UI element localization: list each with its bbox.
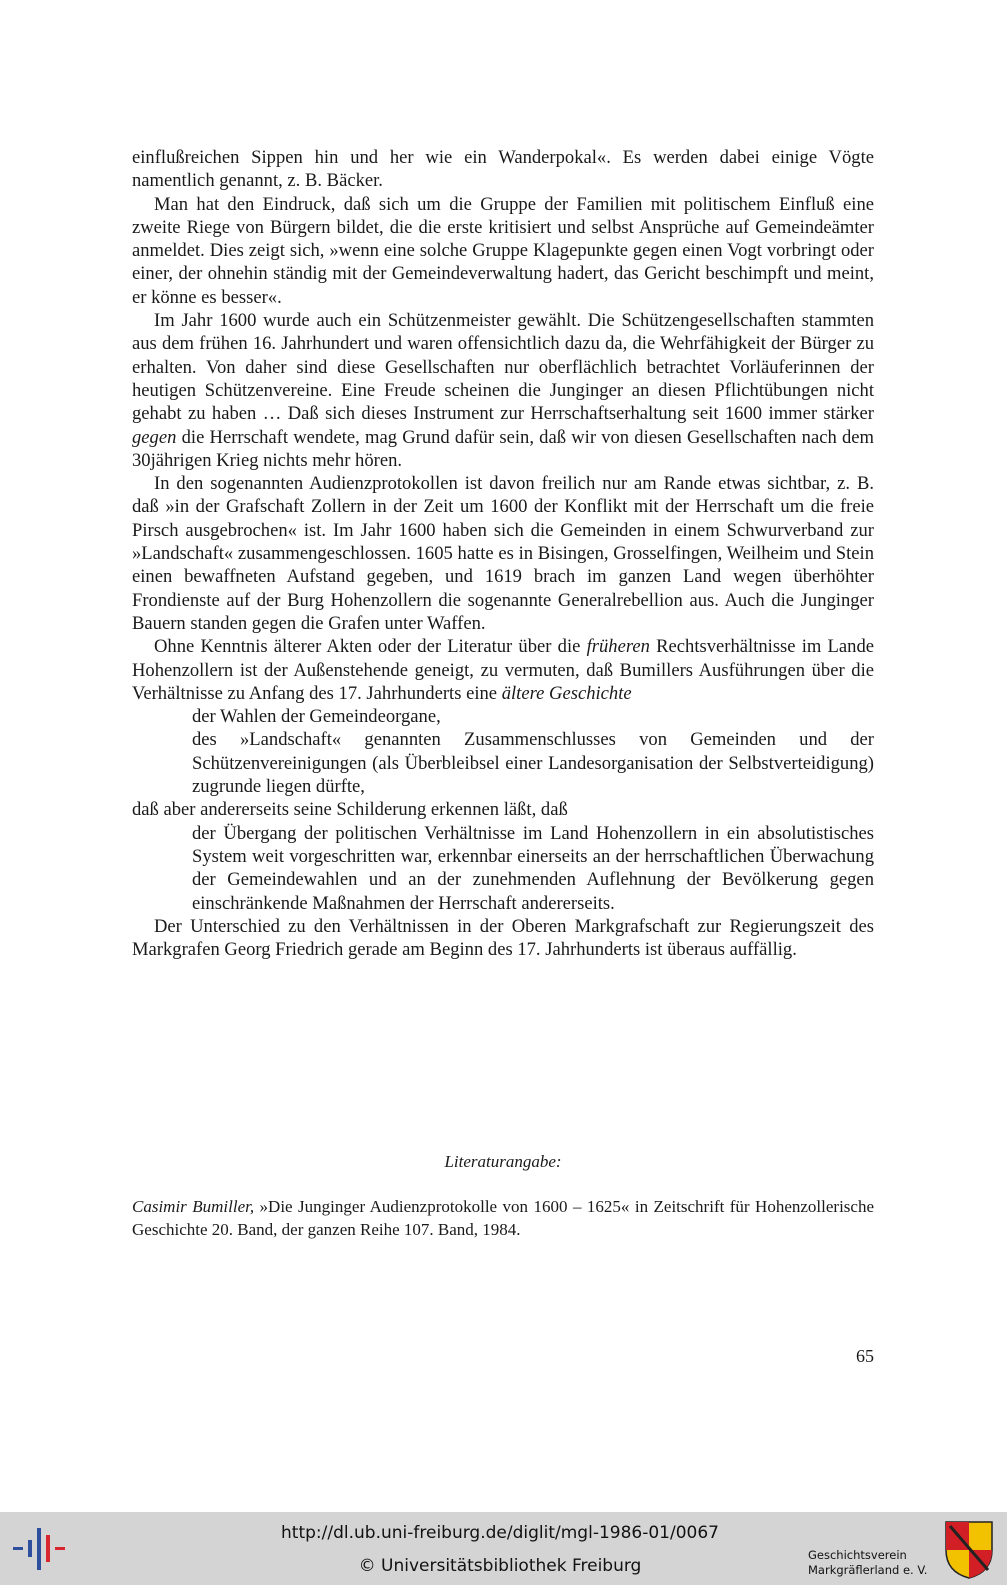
society-name-line: Geschichtsverein [808,1548,907,1562]
page-body [132,146,874,961]
literature-heading: Literaturangabe: [444,1152,562,1171]
paragraph: In den sogenannten Audienzprotokollen ist davon freilich nur am Rande etwas sichtbar, z. B. daß »in der Grafschaft Zollern in der Zeit um 1600 der Konflikt mit der Herrschaft um die freie Pirsch ausgebrochen« ist. Im Jahr 1600 haben sich die Gemeinden in einem Schwurverband zur »Landschaft« zusammengeschlossen. 1605 hatte es in Bisingen, Grosselfingen, Weilheim und Stein einen bewaffneten Aufstand gegeben, und 1619 brach im ganzen Land wegen überhöhter Frondienste auf der Burg Hohenzollern die sogenannte Generalrebellion aus. Auch die Junginger Bauern standen gegen die Grafen unter Waffen. [132,473,874,634]
literature-entry [132,1195,874,1241]
indented-clause: des »Landschaft« genannten Zusammenschlusses von Gemeinden und der Schützenvereinigungen (als Überbleibsel einer Landesorganisation der Selbstverteidigung) zugrunde liegen dürfte, [192,729,874,798]
logo-bar [13,1547,23,1550]
paragraph: Man hat den Eindruck, daß sich um die Gruppe der Familien mit politischem Einfluß eine zweite Riege von Bürgern bildet, die die erste kritisiert und selbst Ansprüche auf Gemeindeämter anmeldet. Dies zeigt sich, »wenn eine solche Gruppe Klagepunkte gegen einen Vogt vorbringt oder einer, der ohnehin ständig mit der Gemeindeverwaltung hadert, das Gericht beschimpft und meint, er könne es besser«. [132,193,874,308]
paragraph-text: Im Jahr 1600 wurde auch ein Schützenmeister gewählt. Die Schützengesellschaften stammten aus dem frühen 16. Jahrhundert und waren offensichtlich dazu da, die Wehrfähigkeit der Bürger zu erhalten. Von daher sind diese Gesellschaften nur oberflächlich betrachtet Vorläuferinnen der heutigen Schützenvereine. Eine Freude scheinen die Junginger an diesen Pflichtübungen nicht gehabt zu haben … Daß sich dieses Instrument zur Herrschaftserhaltung seit 1600 immer stärker [132,310,874,425]
coat-of-arms-icon [944,1520,994,1580]
indented-clause: der Wahlen der Gemeindeorgane, [192,706,441,728]
literature-author: Casimir Bumiller, [132,1197,255,1216]
emphasis: gegen [132,426,177,448]
indented-clause: der Übergang der politischen Verhältnisse im Land Hohenzollern in ein absolutistisches System weit vorgeschritten war, erkennbar einerseits an der herrschaftlichen Überwachung der Gemeindewahlen und an der zunehmenden Auflehnung der Bevölkerung gegen einschränkende Maßnahmen der Herrschaft andererseits. [192,822,874,914]
paragraph-text: die Herrschaft wendete, mag Grund dafür sein, daß wir von diesen Gesellschaften nach dem 30jährigen Krieg nichts mehr hören. [132,426,874,471]
society-name-line: Markgräflerland e. V. [808,1563,928,1577]
emphasis: früheren [586,636,650,658]
footer-url-link[interactable]: http://dl.ub.uni-freiburg.de/diglit/mgl-1986-01/0067 [281,1523,719,1543]
paragraph: daß aber andererseits seine Schilderung erkennen läßt, daß [132,799,568,821]
library-logo-icon [13,1524,65,1574]
paragraph: Der Unterschied zu den Verhältnissen in der Oberen Markgrafschaft zur Regierungszeit des Markgrafen Georg Friedrich gerade am Beginn des 17. Jahrhunderts ist überaus auffällig. [132,915,874,961]
logo-bar [46,1535,50,1562]
logo-bar [55,1547,65,1550]
paragraph [132,635,874,705]
logo-bar [37,1528,41,1570]
emphasis: ältere Geschichte [501,682,632,704]
paragraph [132,309,874,472]
paragraph-text: Rechtsverhältnisse im Lande Hohenzollern ist der Außenstehende geneigt, zu vermuten, daß Bumillers Ausführungen über die Verhältnisse zu Anfang des 17. Jahrhunderts eine [132,636,875,704]
page-number: 65 [856,1346,874,1366]
logo-bar [28,1540,32,1557]
paragraph: einflußreichen Sippen hin und her wie ein Wanderpokal«. Es werden dabei einige Vögte namentlich genannt, z. B. Bäcker. [132,147,874,192]
society-name [808,1548,938,1578]
paragraph-text: Ohne Kenntnis älterer Akten oder der Literatur über die [154,636,587,658]
footer-copyright: © Universitätsbibliothek Freiburg [358,1556,642,1576]
literature-citation: »Die Junginger Audienzprotokolle von 1600 – 1625« in Zeitschrift für Hohenzollerische Geschichte 20. Band, der ganzen Reihe 107. Band, 1984. [132,1197,875,1239]
